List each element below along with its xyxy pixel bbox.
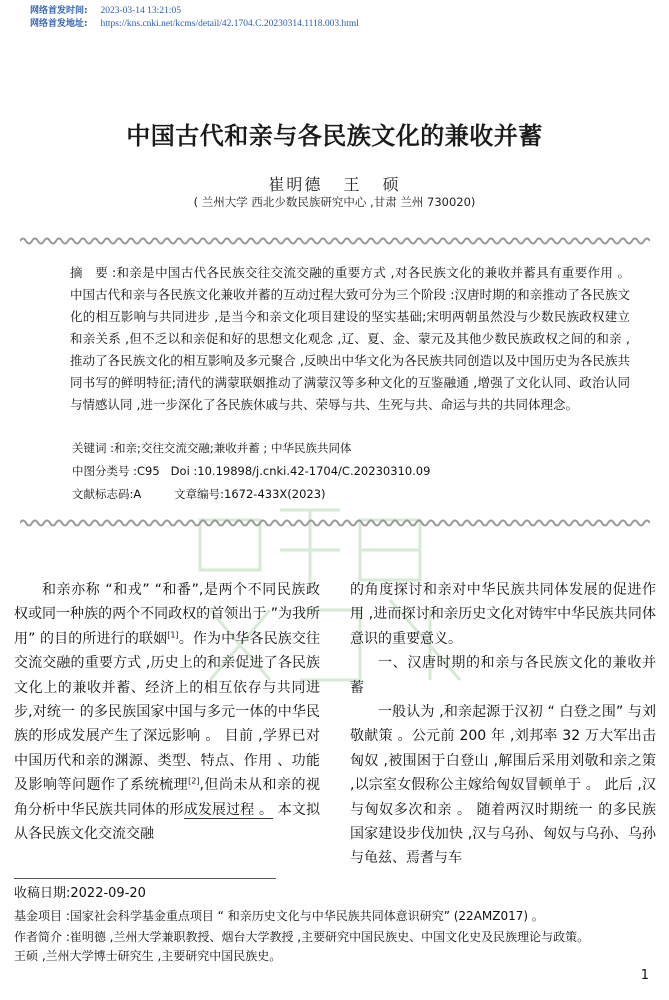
author-names: 崔明德 王 硕 [268,175,401,194]
body-paragraph: 一般认为 ,和亲起源于汉初 “ 白登之围” 与刘敬献策 。公元前 200 年 ,刘邦率 32 万大军出击匈奴 ,被围困于白登山 ,解围后采用刘敬和亲之策 ,以宗室女假称公主嫁给匈奴冒顿单于 。 此后 ,汉与匈奴多次和亲 。 随着两汉时期统一 的多民族国家建设步伐加快 ,汉与乌孙、匈奴与乌孙、乌孙与龟兹、焉耆与车 [350,704,656,867]
document-code: 文献标志码:A [72,487,142,501]
keywords: 关键词 :和亲;交往交流交融;兼收并蓄 ; 中华民族共同体 [72,441,352,455]
page-number: 1 [640,968,649,983]
footnote-rule [14,878,276,879]
clc-number: 中图分类号 :C95 [72,464,160,478]
author-intro-2: 王硕 ,兰州大学博士研究生 ,主要研究中国民族史。 [14,949,282,963]
author-intro: 作者简介 :崔明德 ,兰州大学兼职教授、烟台大学教授 ,主要研究中国民族史、中国文化史及民族理论与政策。 [14,930,590,944]
document-code-row [72,486,326,502]
publish-address-label: 网络首发地址: [30,19,88,29]
decorative-divider-bottom [20,518,650,528]
fund-info: 基金项目 :国家社会科学基金重点项目 “ 和亲历史文化与中华民族共同体意识研究” (22AMZ017) 。 [14,909,544,923]
body-paragraph [14,578,320,846]
doi: Doi :10.19898/j.cnki.42-1704/C.20230310.09 [170,464,431,478]
publish-time-label: 网络首发时间: [30,6,88,16]
paper-title: 中国古代和亲与各民族文化的兼收并蓄 [126,122,543,150]
body-right-column [350,578,656,871]
body-text: 。作为中华各民族交往交流交融的重要方式 ,历史上的和亲促进了各民族文化上的兼收并蓄、经济上的相互依存与共同进步,对统一 的多民族国家中国与多元一体的中华民族的形成发展产生了深远影响 。 目前 ,学界已对中国历代和亲的渊源、类型、特点、作用 、功能及影响等问题作了系统梳理 [14,630,320,794]
body-text: 和亲亦称 “和戎” “和番”,是两个不同民族政权或同一种族的两个不同政权的首领出于 ”为我所用” 的目的所进行的联姻 [14,582,320,647]
section-heading-1: 一、汉唐时期的和亲与各民族文化的兼收并蓄 [350,655,656,696]
publish-address-link[interactable]: https://kns.cnki.net/kcms/detail/42.1704.C.20230314.1118.003.html [100,19,359,29]
publish-time-value: 2023-03-14 13:21:05 [100,6,181,16]
clc-number-row [72,463,430,479]
body-paragraph: 的角度探讨和亲对中华民族共同体发展的促进作用 ,进而探讨和亲历史文化对铸牢中华民族共同体意识的重要意义。 [350,582,656,647]
online-publish-address [30,16,359,29]
decorative-divider-top [20,236,650,246]
abstract [70,262,630,416]
received-date: 收稿日期:2022-09-20 [14,886,146,901]
abstract-text: :和亲是中国古代各民族交往交流交融的重要方式 ,对各民族文化的兼收并蓄具有重要作用 。 中国古代和亲与各民族文化兼收并蓄的互动过程大致可分为三个阶段 :汉唐时期的和亲推动了各民族文化的相互影响与共同进步 ,是当今和亲文化项目建设的坚实基础;宋明两朝虽然没与少数民族政权建立和亲关系 ,但不乏以和亲促和好的思想文化观念 ,辽、夏、金、蒙元及其他少数民族政权之间的和亲 ,推动了各民族文化的相互影响及多元聚合 ,反映出中华文化为各民族共同创造以及中国历史为各民族共同书写的鲜明特征;清代的满蒙联姻推动了满蒙汉等多种文化的互鉴融通 ,增强了文化认同、政治认同与情感认同 ,进一步深化了各民族休戚与共、荣辱与共、生死与共、命运与共的共同体理念。 [70,265,630,412]
citation-ref-2[interactable]: [2] [188,776,200,786]
author-affiliation: ( 兰州大学 西北少数民族研究中心 ,甘肃 兰州 730020) [193,195,476,209]
online-publish-time [30,3,181,16]
body-left-column [14,578,320,846]
body-text: ,但尚未从和亲的视角分析中华民族共同体的形 [14,777,320,818]
underlined-text: 成发展过程 。 [183,801,274,818]
article-number: 文章编号:1672-433X(2023) [174,487,326,501]
abstract-label: 摘 要 [70,265,112,280]
body-text: 本文拟从各民族文化交流交融 [14,801,320,843]
citation-ref-1[interactable]: [1] [167,630,179,640]
